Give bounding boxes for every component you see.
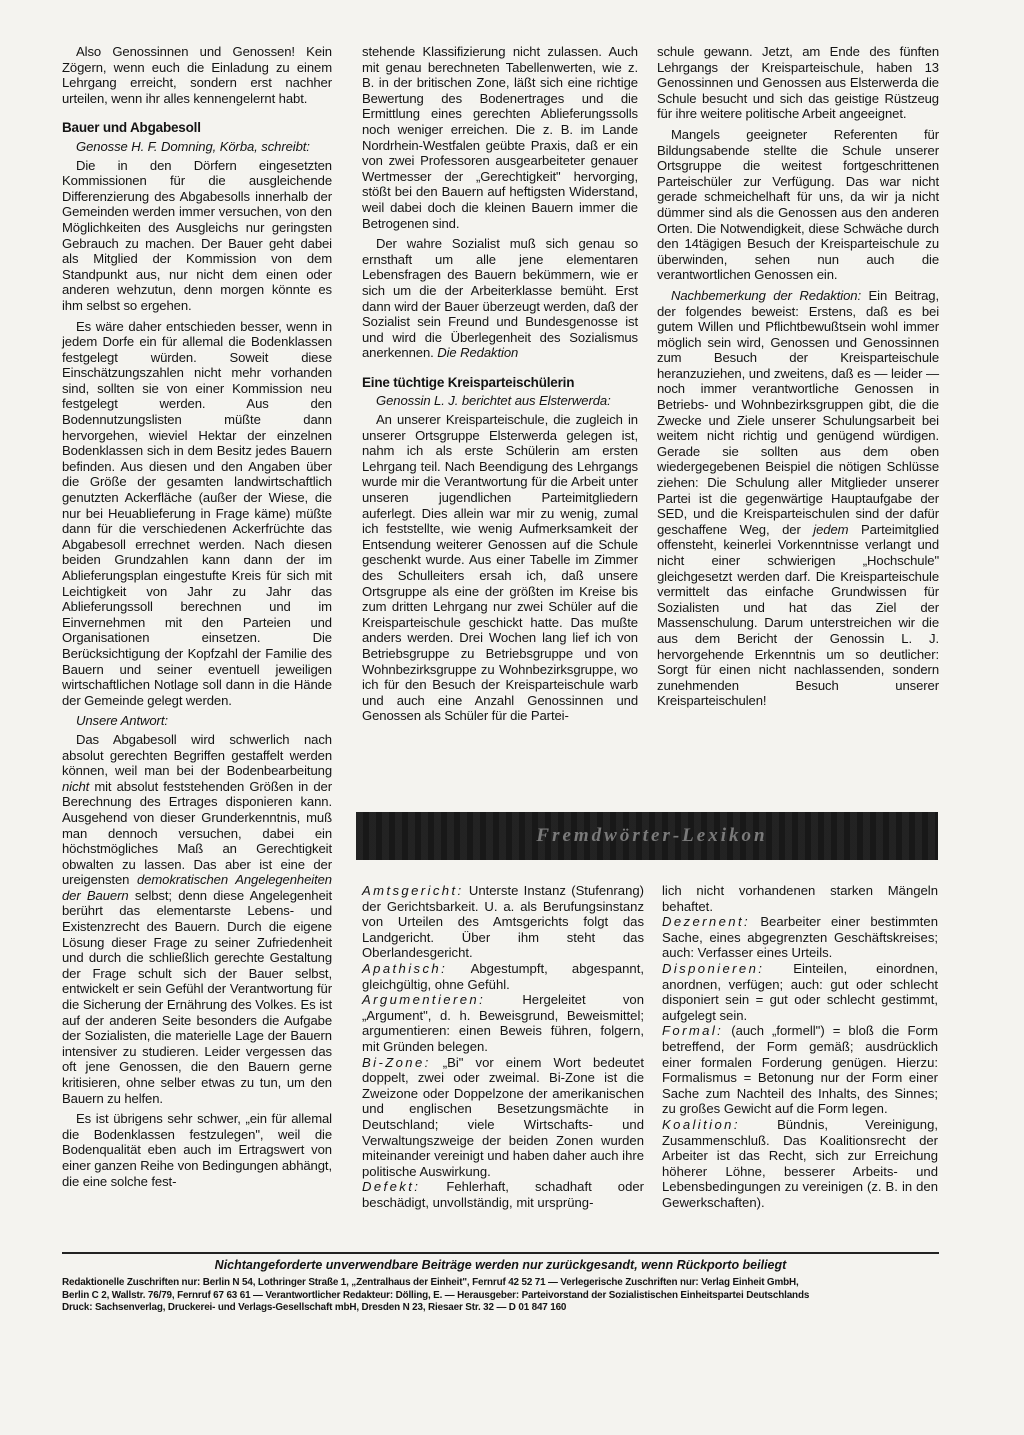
text-run: Das Abgabesoll wird schwerlich nach absolut gerechten Begriffen gestaffelt werden können, weil man bei der Bodenbearbeitung [62,731,332,779]
glossary-banner [356,812,938,860]
glossary-entry [662,1117,938,1211]
paragraph: schule gewann. Jetzt, am Ende des fünften Lehrgangs der Kreisparteischule, haben 13 Genossinnen und Genossen aus Elsterwerda die Schule besucht und sich das geistige Rüstzeug für ihre weitere politische Arbeit angeeignet. [657,44,939,122]
glossary-column-1 [362,883,644,1210]
glossary-entry [362,883,644,961]
signature-redaktion: Die Redaktion [437,345,519,361]
editorial-note-label: Nachbemerkung der Redaktion: [671,287,862,303]
imprint-line: Druck: Sachsenverlag, Druckerei- und Verlags-Gesellschaft mbH, Dresden N 23, Riesaer Str. 32 — D 01 847 160 [62,1302,567,1314]
glossary-term: Amtsgericht: [362,883,464,898]
glossary-term: Argumentieren: [362,992,486,1008]
glossary-definition: „Bi" vor einem Wort bedeutet doppelt, zwei oder zweimal. Bi-Zone ist die Zweizone oder Doppelzone der amerikanischen und englischen Besetzungsmächte in Deutschland; viele Wirtschafts- und Verwaltungszweige der beiden Zonen wurden miteinander vereinigt und haben daher auch ihre politische Auswirkung. [362,1054,644,1179]
text-run: selbst; denn diese Angelegenheit berührt das elementarste Lebens- und Existenzrecht des Bauern. Durch die eigene Lösung dieser Frage zu seiner Zufriedenheit und durch die schließlich gerechte Gestaltung der Frage schult sich der Bauer selbst, entwickelt er sein Gefühl der Verantwortung für die Sicherung der Ernährung des Volkes. Es ist auf der anderen Seite besonders die Aufgabe der Sozialisten, die materielle Lage der Bauern intensiver zu studieren. Leider vergessen das oft jene Genossen, die den Bauern gerne kritisieren, ohne selber etwas zu tun, um den Bauern zu helfen. [62,887,332,1106]
article-byline-domning: Genosse H. F. Domning, Körba, schreibt: [76,138,310,154]
glossary-term: Formal: [662,1023,724,1039]
column-right [657,44,939,714]
emphasis: demokratischen Angelegenheiten der Bauern [62,872,332,903]
imprint-line: Berlin C 2, Wallstr. 76/79, Fernruf 67 63 61 — Verantwortlicher Redakteur: Dölling, E. — Herausgeber: Parteivorstand der Sozialistischen Einheitspartei Deutschlands [62,1289,810,1301]
glossary-definition: Fehlerhaft, schadhaft oder beschädigt, unvollständig, mit ursprüng- [362,1179,644,1210]
glossary-definition: Bearbeiter einer bestimmten Sache, eines abgegrenzten Geschäftskreises; auch: Verfasser eines Urteils. [662,914,938,961]
glossary-definition: Einteilen, einordnen, anordnen, verfügen; auch: gut oder schlecht disponiert sein = gut oder schlecht gestimmt, aufgelegt sein. [662,960,938,1023]
text-run: mit absolut feststehenden Größen in der Berechnung des Ertrages disponieren kann. Ausgehend von dieser Grunderkenntnis, muß man dennoch versuchen, dabei ein höchstmögliches Maß an Gerechtigkeit obwalten zu lassen. Das aber ist eine der ureigensten [62,778,332,888]
text-run: Parteimitglied offensteht, keinerlei Vorkenntnisse verlangt und nicht einer schwierigen „Hochschule" gleichgesetzt werden darf. Die Kreisparteischule vermittelt das einfache Grundwissen für Sozialisten und hat das Ziel der Massenschulung. Darum unterstreichen wir die aus dem Bericht der Genossin L. J. hervorgehende Erkenntnis um so deutlicher: Sorgt für einen nicht nachlassenden, sondern zunehmenden Besuch unserer Kreisparteischulen! [657,521,939,709]
glossary-banner-title: Fremdwörter-Lexikon [536,825,768,846]
glossary-term: Defekt: [362,1179,421,1195]
emphasis: nicht [62,778,90,794]
column-middle [362,44,638,729]
text-run: Der wahre Sozialist muß sich genau so ernsthaft um alle jene elementaren Lebensfragen des Bauern bekümmern, wie er sich um die der Arbeiterklasse bemüht. Erst dann wird der Bauer überzeugt werden, daß der Sozialist sein Freund und Bundesgenosse ist und wird die Überlegenheit des Sozialismus anerkennen. [362,236,638,361]
glossary-term: Bi-Zone: [362,1054,431,1070]
text-run: Ein Beitrag, der folgendes beweist: Erstens, daß es bei gutem Willen und Pflichtbewußtsein wohl immer möglich sein wird, Genossen und Genossinnen zum Besuch der Kreisparteischule heranzuziehen, und zweitens, daß es — leider — noch immer verantwortliche Genossen in Betriebs- und Wohnbezirksgruppen gibt, die die Zwecke und Ziele unserer Schulungsarbeit bei weitem nicht richtig und genügend würdigen. Gerade sie sollten aus dem oben wiedergegebenen Beispiel die nötigen Schlüsse ziehen: Die Schulung aller Mitglieder unserer Partei ist die gegenwärtige Hauptaufgabe der SED, und die Kreisparteischulen sind der dafür geschaffene Weg, der [657,287,939,537]
glossary-column-2 [662,883,938,1210]
glossary-entry [362,961,644,992]
paragraph: Es wäre daher entschieden besser, wenn in jedem Dorfe ein für allemal die Bodenklassen festgelegt würden. Soweit diese Einschätzungszahlen nicht mehr vorhanden sind, sollten sie von einer Kommission neu festgelegt werden. Aus den Bodennutzungslisten müßte dann hervorgehen, wieviel Hektar der einzelnen Bodenklassen sich in dem Besitz jedes Bauern befinden. Aus diesen und den Angaben über die Größe der gesamten landwirtschaftlich genutzten Ackerfläche (außer der Wiese, die nur bei Heuablieferung in Frage käme) müßte dann für die verschiedenen Ackerfrüchte das Abgabesoll errechnet werden. Nach diesen beiden Grundzahlen kann dann der im Ablieferungsplan eingestufte Kreis für sich mit Leichtigkeit von Jahr zu Jahr das Ablieferungssoll berechnen und im Einvernehmen mit den Parteien und Organisationen einsetzen. Die Berücksichtigung der Kopfzahl der Familie des Bauern und seiner eventuell jeweiligen wirtschaftlichen Notlage soll dann in die Hände der Gemeinde gelegt werden. [62,318,332,708]
glossary-definition: Hergeleitet von „Argument", d. h. Beweisgrund, Beweismittel; argumentieren: einen Beweis führen, folgern, mit Gründen belegen. [362,992,644,1054]
glossary-term: Apathisch: [362,960,448,976]
paragraph: stehende Klassifizierung nicht zulassen. Auch mit genau berechneten Tabellenwerten, wie z. B. in der britischen Zone, läßt sich eine richtige Bewertung des Bodenertrages und die Ermittlung eines gerechten Ablieferungssolls noch weniger erreichen. Die z. B. im Lande Nordrhein-Westfalen geübte Praxis, daß er ein von zwei Professoren ausgearbeiteter genauer Wertmesser der „Gerechtigkeit" hervorging, stößt bei den Bauern auf heftigsten Widerstand, weil dabei doch die kleinen Bauern immer die Betrogenen sind. [362,44,638,231]
footer-rule [62,1252,939,1254]
glossary-definition: (auch „formell") = bloß die Form betreffend, der Form gemäß; ausdrücklich einer formalen Forderung genügen. Hierzu: Formalismus = Betonung nur der Form einer Sache zum Nachteil des Inhalts, des Sinnes; zu großes Gewicht auf die Form legen. [662,1023,938,1117]
glossary-definition: Unterste Instanz (Stufenrang) der Gerichtsbarkeit. U. a. als Berufungsinstanz von Urteilen des Amtsgerichts folgt das Landgericht. Über ihm steht das Oberlandesgericht. [362,883,644,961]
article-heading-kreisparteischuelerin: Eine tüchtige Kreisparteischülerin [362,374,575,390]
answer-label: Unsere Antwort: [76,713,168,729]
emphasis: jedem [813,521,849,537]
glossary-entry [662,914,938,961]
editorial-note [657,288,939,709]
glossary-entry [662,1023,938,1117]
glossary-term: Dezernent: [662,914,751,930]
intro-paragraph: Also Genossinnen und Genossen! Kein Zögern, wenn euch die Einladung zu einem Lehrgang erreicht, sondern erst nachher urteilen, wenn ihr alles kennengelernt habt. [62,44,332,106]
imprint-line: Redaktionelle Zuschriften nur: Berlin N 54, Lothringer Straße 1, „Zentralhaus der Einheit", Fernruf 42 52 71 — Verlegerische Zuschriften nur: Verlag Einheit GmbH, [62,1277,799,1288]
footer-notice: Nichtangeforderte unverwendbare Beiträge werden nur zurückgesandt, wenn Rückporto beiliegt [214,1258,787,1272]
article-heading-bauer: Bauer und Abgabesoll [62,120,201,136]
imprint [62,1277,939,1315]
answer-paragraph [62,732,332,1106]
glossary-entry [362,1055,644,1180]
glossary-entry [362,1179,644,1210]
glossary-entry [362,992,644,1054]
glossary-entry [662,961,938,1023]
paragraph: Die in den Dörfern eingesetzten Kommissionen für die ausgleichende Differenzierung des Abgabesolls innerhalb der Gemeinden werden immer versuchen, von den Möglichkeiten des Ausgleichs nur geringsten Gebrauch zu machen. Der Bauer geht dabei als Mitglied der Kommission von dem Standpunkt aus, nur nicht dem einen oder anderen wehzutun, denn morgen könnte es ihm selbst so ergehen. [62,157,332,313]
glossary-definition: Bündnis, Vereinigung, Zusammenschluß. Das Koalitionsrecht der Arbeiter ist das Recht, sich zur Erreichung höherer Löhne, besserer Arbeits- und Lebensbedingungen zu vereinigen (z. B. in den Gewerkschaften). [662,1116,938,1210]
paragraph: Mangels geeigneter Referenten für Bildungsabende stellte die Schule unserer Ortsgruppe die weitest fortgeschrittenen Parteischüler zur Verfügung. Das war nicht gerade schmeichelhaft für uns, da wir ja nicht dümmer sind als die Genossen aus den anderen Orten. Die Notwendigkeit, diese Schwäche durch den 14tägigen Besuch der Kreisparteischule zu überwinden, sehen nun auch die verantwortlichen Genossen ein. [657,126,939,283]
glossary-term: Koalition: [662,1116,740,1132]
paragraph: Es ist übrigens sehr schwer, „ein für allemal die Bodenklassen festzulegen", weil die Bodenqualität eben auch im Ertragswert von einer ganzen Reihe von Bedingungen abhängt, die eine solche fest- [62,1111,332,1189]
paragraph-with-signature [362,236,638,361]
column-left [62,44,332,1194]
paragraph: An unserer Kreisparteischule, die zugleich in unserer Ortsgruppe Elsterwerda gelegen ist, nahm ich als erste Schülerin am ersten Lehrgang teil. Nach Beendigung des Lehrgangs wurde mir die Verantwortung für die Arbeit unter unseren jugendlichen Parteimitgliedern auferlegt. Dies allein war mir zu wenig, zumal ich feststellte, wie wenig Aufmerksamkeit der Entsendung weiterer Genossen auf die Schule geschenkt wurde. Aus einer Tabelle im Zimmer des Schulleiters ersah ich, daß unsere Ortsgruppe als eine der größten im Kreise bis zum dritten Lehrgang nur zwei Schüler auf die Kreisparteischule geschickt hatte. Das mußte anders werden. Drei Wochen lang lief ich von Betriebsgruppe zu Betriebsgruppe und von Wohnbezirksgruppe zu Wohnbezirksgruppe, wo ich für den Besuch der Kreisparteischule warb und auch eine Anzahl Genossinnen und Genossen als Schüler für die Partei- [362,412,638,724]
article-byline-lj: Genossin L. J. berichtet aus Elsterwerda: [376,393,611,409]
glossary-continuation: lich nicht vorhandenen starken Mängeln behaftet. [662,883,938,914]
glossary-definition: Abgestumpft, abgespannt, gleichgültig, ohne Gefühl. [362,960,644,992]
glossary-term: Disponieren: [662,960,765,976]
